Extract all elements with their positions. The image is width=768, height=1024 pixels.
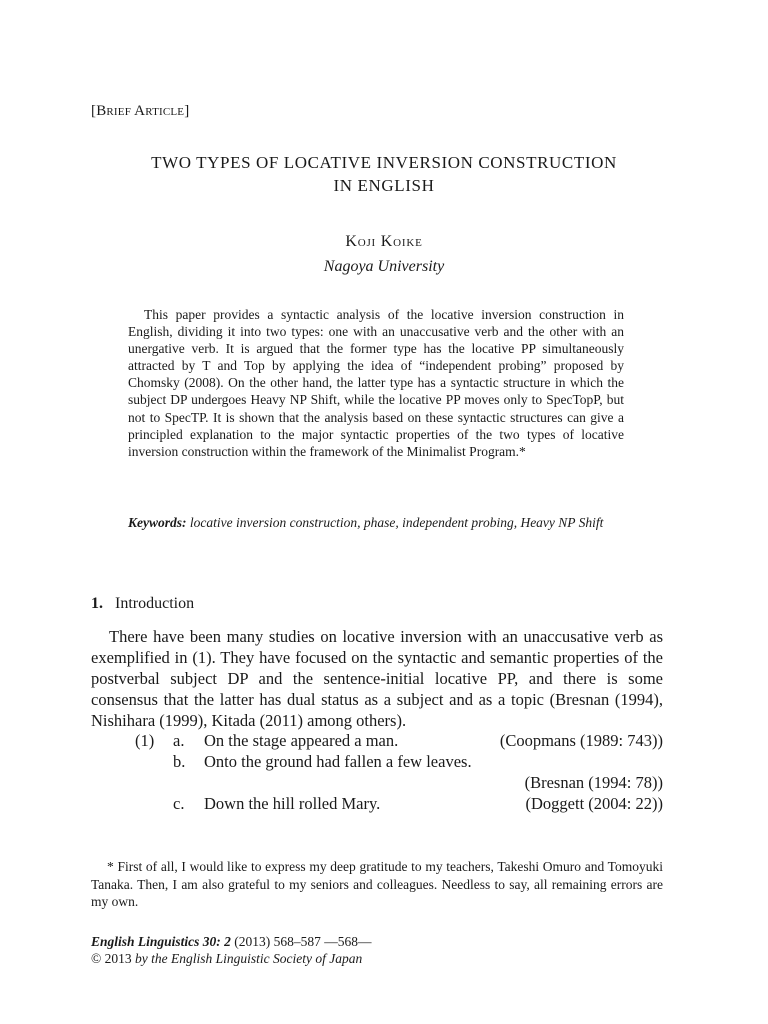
author-affiliation: Nagoya University [323, 258, 445, 275]
example-citation-a: (Coopmans (1989: 743)) [499, 731, 663, 750]
keywords-text: locative inversion construction, phase, independent probing, Heavy NP Shift [189, 515, 604, 530]
section-title: Introduction [115, 595, 195, 612]
example-citation-c: (Doggett (2004: 22)) [525, 794, 663, 813]
journal-info [91, 934, 372, 950]
example-sentence-c: Down the hill rolled Mary. [204, 794, 381, 813]
abstract: This paper provides a syntactic analysis of the locative inversion construction in English, dividing it into two types: one with an unaccusative verb and the other with an unergative verb. It is argued that the former type has the locative PP simultaneously attracted by T and Top by applying the idea of “independent probing” proposed by Chomsky (2008). On the other hand, the latter type has a syntactic structure in which the subject DP undergoes Heavy NP Shift, while the locative PP moves only to SpecTopP, but not to SpecTP. It is shown that the analysis based on these syntactic structures can give a principled explanation to the major syntactic properties of the two types of locative inversion construction within the framework of the Minimalist Program.* [128, 307, 624, 459]
example-letter-b: b. [173, 752, 186, 771]
section-heading [91, 595, 194, 613]
body-paragraph: There have been many studies on locative inversion with an unaccusative verb as exemplified in (1). They have focused on the syntactic and semantic properties of the postverbal subject DP and the sentence-initial locative PP, and there is some consensus that the latter has dual status as a subject and as a topic (Bresnan (1994), Nishihara (1999), Kitada (2011) among others). [91, 627, 663, 730]
journal-pages: (2013) 568–587 —568— [234, 934, 372, 949]
author-name: Koji Koike [345, 233, 423, 250]
paper-title-line-2: IN ENGLISH [333, 176, 435, 195]
example-citation-b: (Bresnan (1994: 78)) [524, 773, 663, 792]
example-letter-a: a. [173, 731, 185, 750]
keywords-label: Keywords: [128, 515, 187, 530]
copyright-line [91, 951, 362, 967]
journal-name: English Linguistics 30: 2 [91, 934, 231, 949]
paper-title-line-1: TWO TYPES OF LOCATIVE INVERSION CONSTRUCTION [151, 153, 617, 172]
copyright-symbol: © [91, 951, 102, 966]
copyright-year: 2013 [104, 951, 132, 966]
keywords [128, 514, 624, 532]
copyright-text: by the English Linguistic Society of Japan [135, 951, 363, 966]
example-sentence-b: Onto the ground had fallen a few leaves. [204, 752, 472, 771]
example-sentence-a: On the stage appeared a man. [204, 731, 399, 750]
article-type-label: [Brief Article] [91, 103, 190, 119]
section-number: 1. [91, 595, 103, 612]
footnote: * First of all, I would like to express my deep gratitude to my teachers, Takeshi Omuro and Tomoyuki Tanaka. Then, I am also grateful to my seniors and colleagues. Needless to say, all remaining errors are my own. [91, 859, 663, 909]
example-letter-c: c. [173, 794, 185, 813]
example-number: (1) [135, 731, 155, 750]
